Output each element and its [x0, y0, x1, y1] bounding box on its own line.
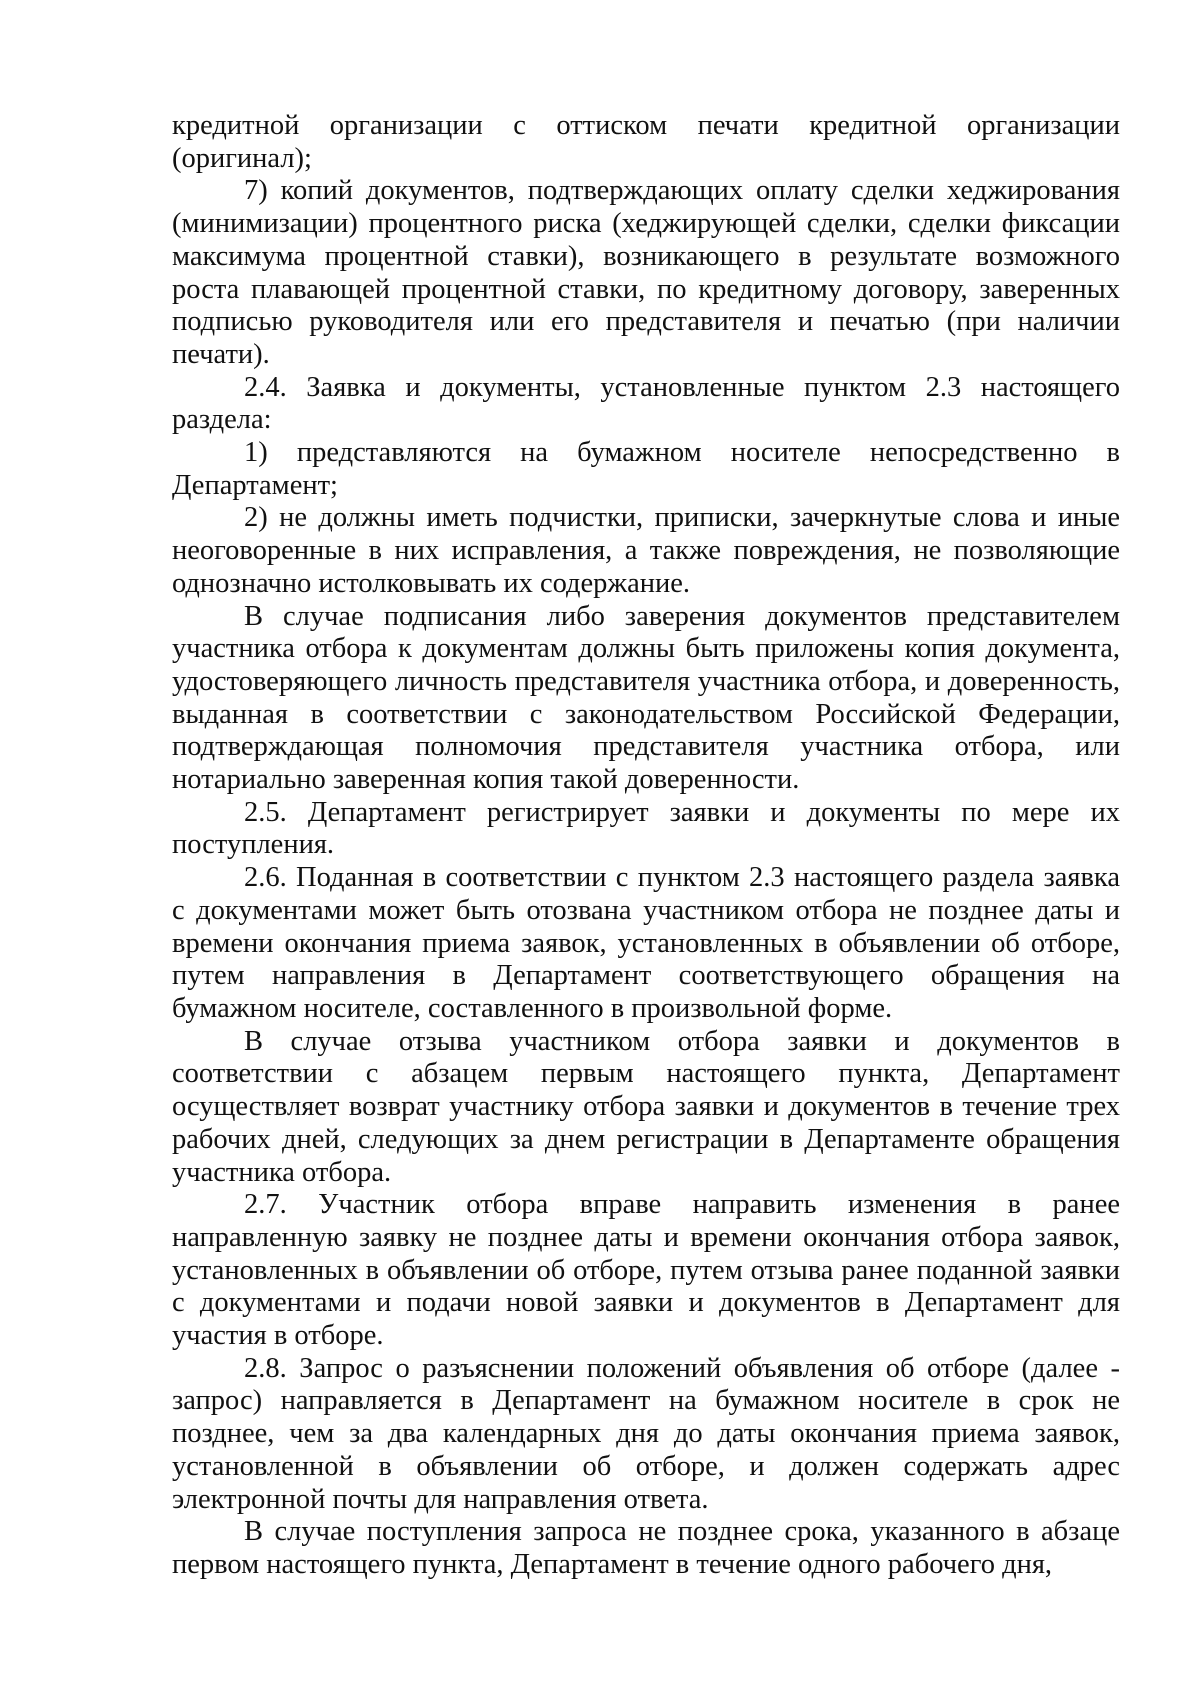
- paragraph-1: кредитной организации с оттиском печати кредитной организации (оригинал);: [172, 110, 1120, 174]
- paragraph-7: 2.5. Департамент регистрирует заявки и документы по мере их поступления.: [172, 796, 1120, 861]
- paragraph-12: В случае поступления запроса не позднее срока, указанного в абзаце первом настоящего пункта, Департамент в течение одного рабочего дня,: [172, 1516, 1120, 1580]
- paragraph-4: 1) представляются на бумажном носителе непосредственно в Департамент;: [172, 437, 1120, 501]
- paragraph-6: В случае подписания либо заверения документов представителем участника отбора к документам должны быть приложены копия документа, удостоверяющего личность представителя участника отбора, и доверенность, выданная в соответствии с законодательством Российской Федерации, подтверждающая полномочия представителя участника отбора, или нотариально заверенная копия такой доверенности.: [172, 600, 1120, 796]
- paragraph-3: 2.4. Заявка и документы, установленные пунктом 2.3 настоящего раздела:: [172, 371, 1120, 436]
- paragraph-11: 2.8. Запрос о разъяснении положений объявления об отборе (далее - запрос) направляется в Департамент на бумажном носителе в срок не позднее, чем за два календарных дня до даты окончания приема заявок, установленной в объявлении об отборе, и должен содержать адрес электронной почты для направления ответа.: [172, 1352, 1120, 1515]
- paragraph-10: 2.7. Участник отбора вправе направить изменения в ранее направленную заявку не позднее даты и времени окончания отбора заявок, установленных в объявлении об отборе, путем отзыва ранее поданной заявки с документами и подачи новой заявки и документов в Департамент для участия в отборе.: [172, 1189, 1120, 1352]
- paragraph-2: 7) копий документов, подтверждающих оплату сделки хеджирования (минимизации) процентного риска (хеджирующей сделки, сделки фиксации максимума процентной ставки), возникающего в результате возможного роста плавающей процентной ставки, по кредитному договору, заверенных подписью руководителя или его представителя и печатью (при наличии печати).: [172, 175, 1120, 370]
- paragraph-9: В случае отзыва участником отбора заявки и документов в соответствии с абзацем первым настоящего пункта, Департамент осуществляет возврат участнику отбора заявки и документов в течение трех рабочих дней, следующих за днем регистрации в Департаменте обращения участника отбора.: [172, 1025, 1120, 1188]
- paragraph-8: 2.6. Поданная в соответствии с пунктом 2.3 настоящего раздела заявка с документами может быть отозвана участником отбора не позднее даты и времени окончания приема заявок, установленных в объявлении об отборе, путем направления в Департамент соответствующего обращения на бумажном носителе, составленного в произвольной форме.: [172, 862, 1120, 1024]
- paragraph-5: 2) не должны иметь подчистки, приписки, зачеркнутые слова и иные неоговоренные в них исправления, а также повреждения, не позволяющие однозначно истолковывать их содержание.: [172, 502, 1120, 599]
- document-page: [172, 110, 1120, 1582]
